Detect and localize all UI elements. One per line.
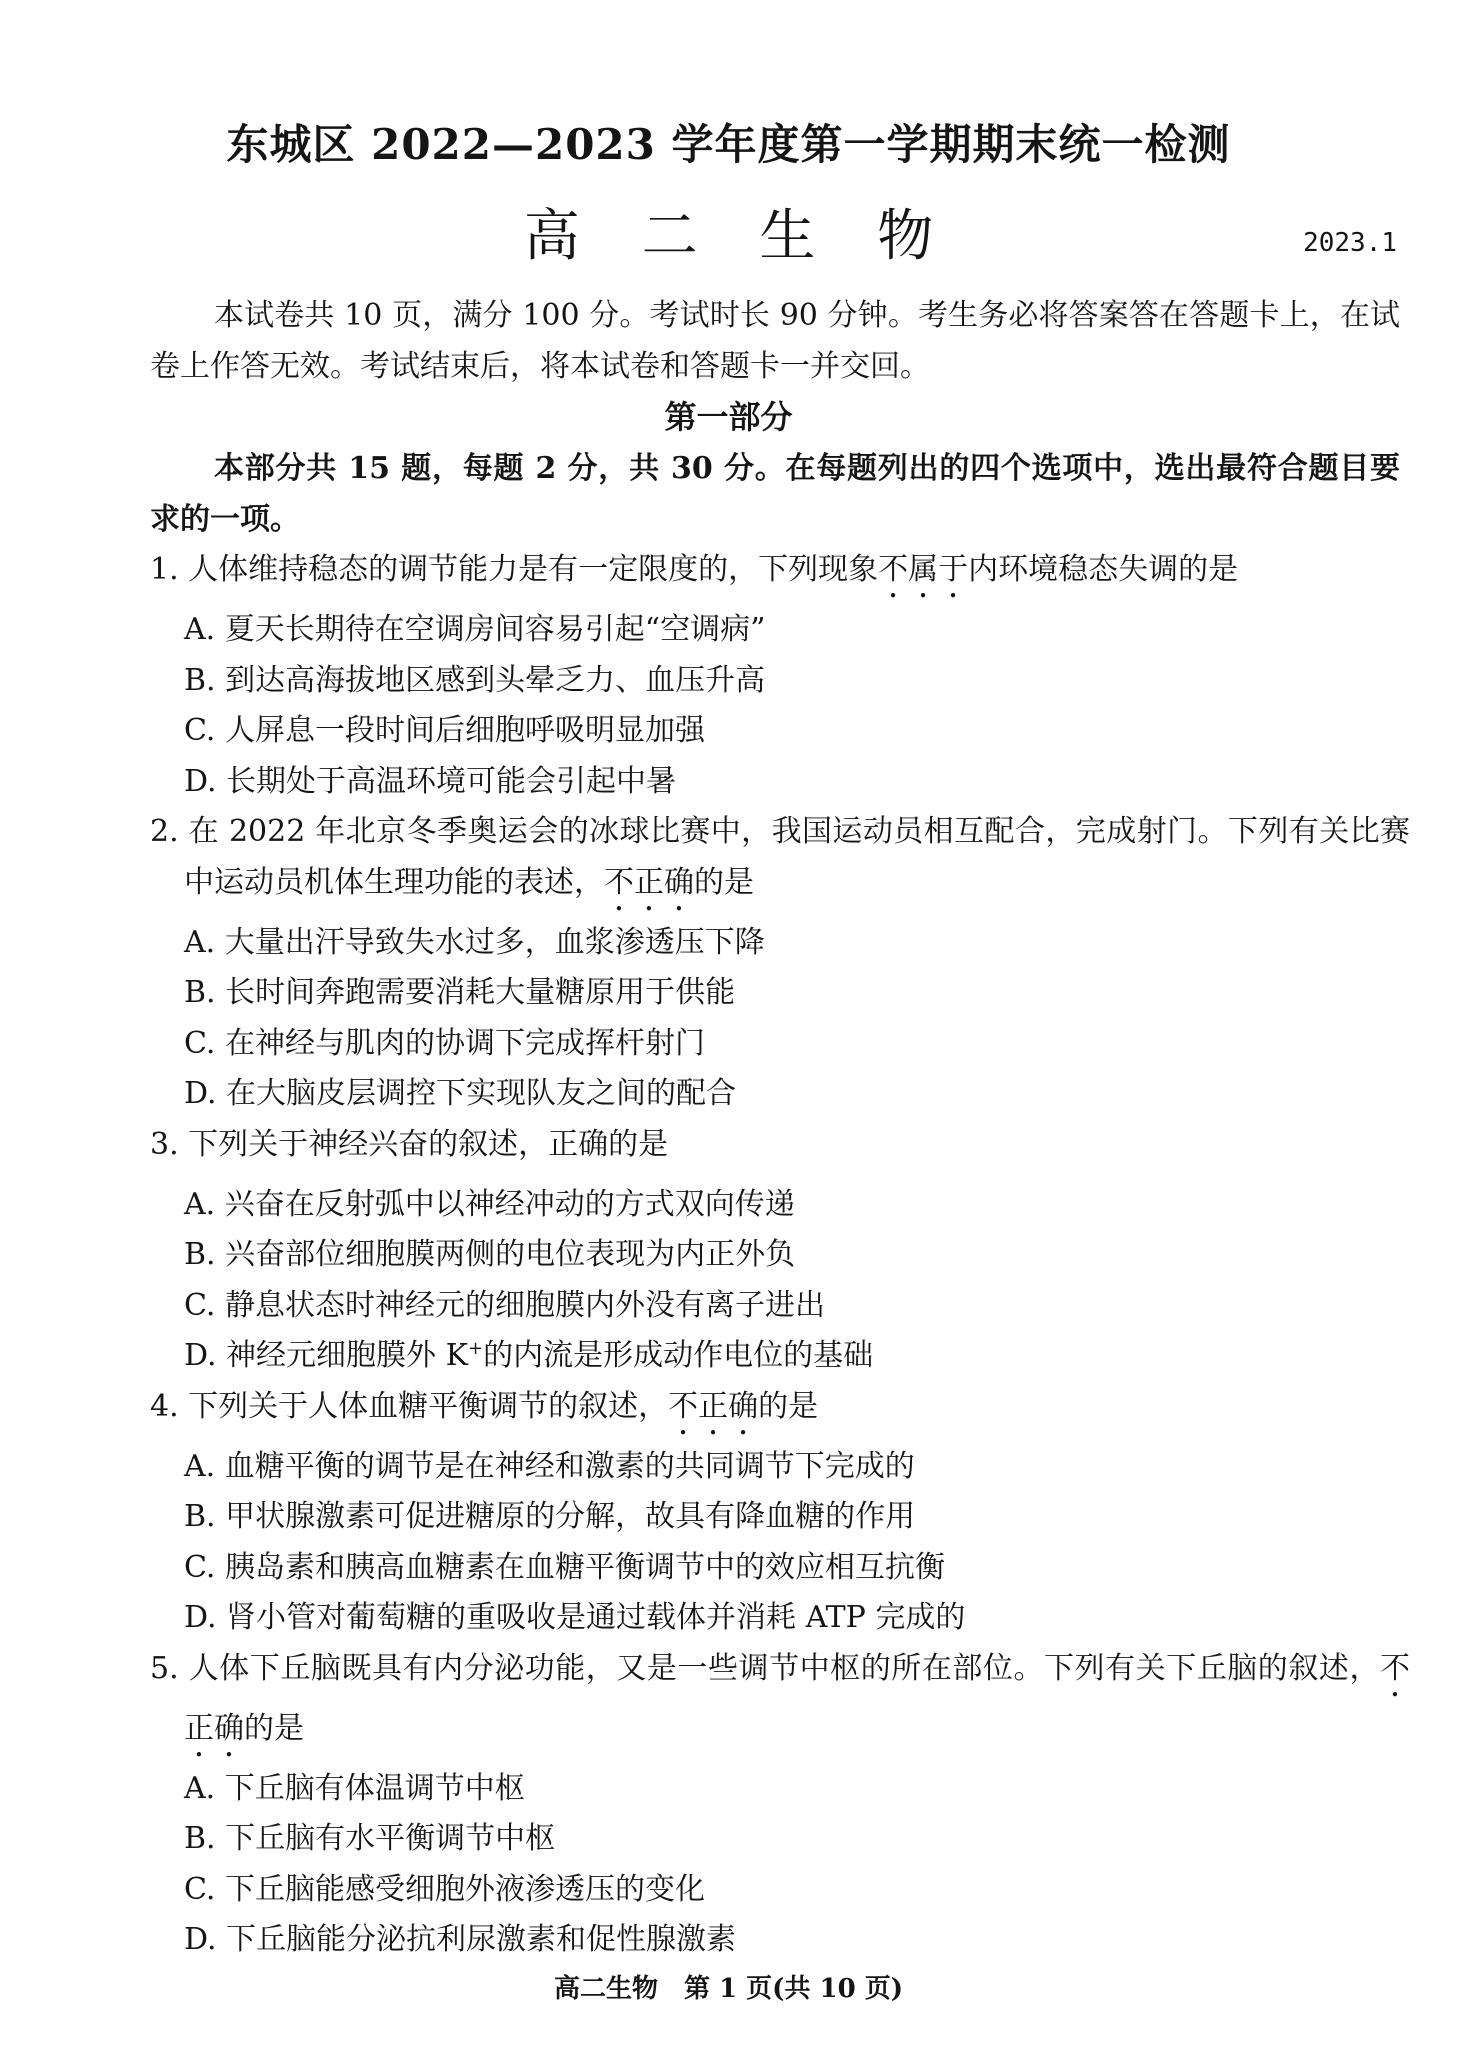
emphasized-text: 不正确 <box>604 864 694 900</box>
question-list <box>150 545 1410 1966</box>
option-d: D. 长期处于高温环境可能会引起中暑 <box>184 763 677 799</box>
option-b: B. 到达高海拔地区感到头晕乏力、血压升高 <box>184 662 766 698</box>
question-2 <box>150 807 1410 1120</box>
superscript-plus: + <box>468 1338 484 1359</box>
option-b: B. 长时间奔跑需要消耗大量糖原用于供能 <box>184 975 736 1010</box>
stem-text: 内环境稳态失调的是 <box>968 552 1239 587</box>
question-1 <box>150 545 1410 807</box>
emphasized-text: 不属于 <box>878 552 969 587</box>
stem-text: 4. 下列关于人体血糖平衡调节的叙述， <box>150 1388 669 1424</box>
option-c: C. 人屏息一段时间后细胞呼吸明显加强 <box>184 713 705 748</box>
stem-text: 的是 <box>694 864 754 900</box>
stem-text: 3. 下列关于神经兴奋的叙述，正确的是 <box>150 1126 669 1162</box>
stem-text: 1. 人体维持稳态的调节能力是有一定限度的，下列现象 <box>150 552 879 587</box>
section-title: 第一部分 <box>664 398 793 436</box>
option-c: C. 在神经与肌肉的协调下完成挥杆射门 <box>184 1025 705 1061</box>
exam-title: 东城区 2022—2023 学年度第一学期期末统一检测 <box>226 120 1231 169</box>
option-d <box>150 1331 1410 1382</box>
question-3 <box>150 1120 1410 1382</box>
option-a: A. 夏天长期待在空调房间容易引起“空调病” <box>184 612 766 647</box>
option-c: C. 下丘脑能感受细胞外液渗透压的变化 <box>184 1871 705 1907</box>
stem-text: 的是 <box>758 1388 819 1424</box>
option-d: D. 肾小管对葡萄糖的重吸收是通过载体并消耗 ATP 完成的 <box>184 1600 966 1635</box>
option-a: A. 血糖平衡的调节是在神经和激素的共同调节下完成的 <box>184 1448 915 1484</box>
option-c: C. 胰岛素和胰高血糖素在血糖平衡调节中的效应相互抗衡 <box>184 1549 945 1585</box>
question-5 <box>150 1644 1410 1966</box>
emphasized-text: 不正确 <box>668 1388 759 1424</box>
option-text: D. 神经元细胞膜外 K <box>184 1338 469 1373</box>
option-b: B. 甲状腺激素可促进糖原的分解，故具有降血糖的作用 <box>184 1499 916 1534</box>
emphasized-text: 不正确 <box>184 1650 1410 1746</box>
option-b: B. 兴奋部位细胞膜两侧的电位表现为内正外负 <box>184 1237 796 1272</box>
question-stem <box>150 1644 1410 1764</box>
option-d: D. 在大脑皮层调控下实现队友之间的配合 <box>184 1076 737 1111</box>
option-c: C. 静息状态时神经元的细胞膜内外没有离子进出 <box>184 1287 825 1323</box>
option-b: B. 下丘脑有水平衡调节中枢 <box>184 1821 556 1856</box>
option-d: D. 下丘脑能分泌抗利尿激素和促性腺激素 <box>184 1922 737 1957</box>
option-a: A. 下丘脑有体温调节中枢 <box>184 1770 525 1806</box>
question-stem <box>150 1382 1410 1442</box>
subject-title: 高 二 生 物 <box>523 204 956 269</box>
option-a: A. 大量出汗导致失水过多，血浆渗透压下降 <box>184 924 765 960</box>
exam-instructions: 本试卷共 10 页，满分 100 分。考试时长 90 分钟。考生务必将答案答在答题卡上，在试卷上作答无效。考试结束后，将本试卷和答题卡一并交回。 <box>150 298 1400 384</box>
question-4 <box>150 1382 1410 1644</box>
question-stem <box>150 545 1410 605</box>
exam-date: 2023.1 <box>1303 228 1397 258</box>
section-description: 本部分共 15 题，每题 2 分，共 30 分。在每题列出的四个选项中，选出最符合题目要求的一项。 <box>150 451 1400 537</box>
question-stem <box>150 807 1410 918</box>
option-a: A. 兴奋在反射弧中以神经冲动的方式双向传递 <box>184 1186 795 1222</box>
stem-text: 的是 <box>244 1710 304 1746</box>
stem-text: 2. 在 2022 年北京冬季奥运会的冰球比赛中，我国运动员相互配合，完成射门。下列有关比赛中运动员机体生理功能的表述， <box>150 814 1410 900</box>
page-footer: 高二生物 第 1 页(共 10 页) <box>553 1974 904 2004</box>
stem-text: 5. 人体下丘脑既具有内分泌功能，又是一些调节中枢的所在部位。下列有关下丘脑的叙述， <box>150 1650 1380 1686</box>
question-stem <box>150 1120 1410 1180</box>
option-text: 的内流是形成动作电位的基础 <box>483 1338 874 1373</box>
